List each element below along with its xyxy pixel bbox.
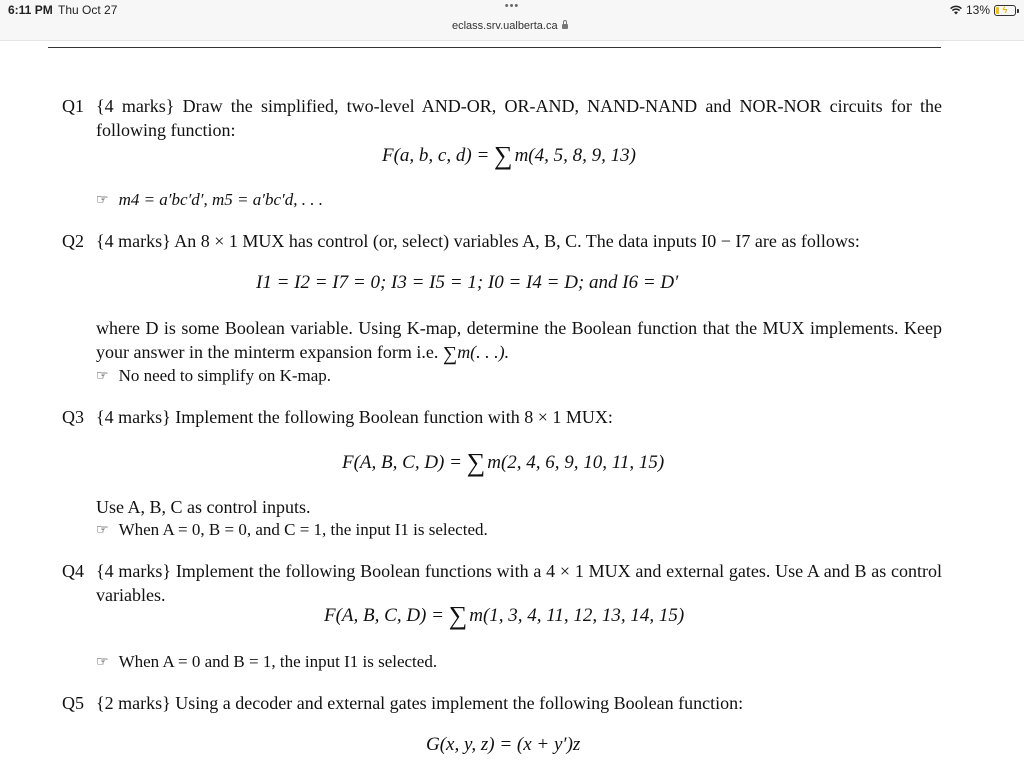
q3-equation: [342, 448, 665, 477]
pointing-hand-icon: ☞: [96, 368, 109, 384]
q3-hint-text: When A = 0, B = 0, and C = 1, the input I1 is selected.: [118, 520, 488, 539]
battery-percent: 13%: [965, 3, 990, 17]
q2-text: {4 marks} An 8 × 1 MUX has control (or, select) variables A, B, C. The data inputs I0 − I7 are as follows:: [96, 231, 860, 251]
q4-text: {4 marks} Implement the following Boolean functions with a 4 × 1 MUX and external gates. Use A and B as control variables.: [96, 561, 942, 605]
charging-bolt-icon: ϟ: [1002, 4, 1008, 15]
q3-note: Use A, B, C as control inputs.: [96, 497, 311, 517]
q1-eq-rhs: m(4, 5, 8, 9, 13): [514, 145, 636, 166]
q4-eq-sum: ∑: [448, 601, 468, 630]
q3-eq-rhs: m(2, 4, 6, 9, 10, 11, 15): [487, 452, 665, 473]
q2-eq-text: I1 = I2 = I7 = 0; I3 = I5 = 1; I0 = I4 = D; and I6 = D′: [256, 272, 679, 293]
q2-hint-text: No need to simplify on K-map.: [118, 366, 332, 385]
q4-number: Q4: [62, 561, 84, 581]
q1-hint-text: m4 = a′bc′d′, m5 = a′bc′d, . . .: [118, 190, 323, 209]
q3-hint: [96, 520, 488, 540]
q1-eq-sum: ∑: [494, 141, 513, 170]
q3-text: {4 marks} Implement the following Boolean function with 8 × 1 MUX:: [96, 407, 613, 427]
q5-eq-text: G(x, y, z) = (x + y′)z: [426, 734, 581, 755]
wifi-icon: [950, 5, 962, 15]
q3-eq-sum: ∑: [466, 448, 486, 477]
q2-number: Q2: [62, 231, 84, 251]
q1-eq-lhs: F(a, b, c, d) =: [382, 145, 490, 166]
q3-eq-lhs: F(A, B, C, D) =: [342, 452, 462, 473]
q1-equation: [382, 141, 636, 170]
status-right: [950, 3, 1016, 17]
q3-number: Q3: [62, 407, 84, 427]
url-text: eclass.srv.ualberta.ca: [452, 20, 558, 32]
pointing-hand-icon: ☞: [96, 522, 109, 538]
q1-text: {4 marks} Draw the simplified, two-level AND-OR, OR-AND, NAND-NAND and NOR-NOR circuits for the following function:: [96, 96, 942, 140]
q4-hint-text: When A = 0 and B = 1, the input I1 is selected.: [118, 652, 438, 671]
pointing-hand-icon: ☞: [96, 192, 109, 208]
heading-rule: [48, 47, 941, 48]
q2-equation: [256, 272, 678, 294]
q4-hint: [96, 652, 437, 672]
status-date: Thu Oct 27: [58, 3, 118, 17]
q5-equation: [426, 734, 580, 756]
battery-icon: [994, 5, 1016, 16]
q4-eq-rhs: m(1, 3, 4, 11, 12, 13, 14, 15): [469, 605, 685, 626]
q2-text2: [96, 316, 942, 364]
q5-text: {2 marks} Using a decoder and external gates implement the following Boolean function:: [96, 693, 744, 713]
q2-sum: ∑: [442, 343, 458, 365]
pointing-hand-icon: ☞: [96, 654, 109, 670]
status-bar: [0, 0, 1024, 41]
multitasking-dots[interactable]: •••: [504, 0, 520, 12]
q2-text2-tail: m(. . .).: [457, 342, 510, 362]
q2-hint: [96, 366, 331, 386]
address-bar[interactable]: [452, 20, 568, 32]
lock-icon: [562, 24, 568, 29]
battery-fill: [996, 7, 999, 14]
status-time: 6:11 PM: [8, 3, 53, 17]
q4-eq-lhs: F(A, B, C, D) =: [324, 605, 444, 626]
q4-equation: [324, 601, 685, 630]
q2-text2-body: where D is some Boolean variable. Using K-map, determine the Boolean function that the MUX implements. Keep your answer in the minterm expansion form i.e.: [96, 318, 942, 362]
q1-hint: [96, 190, 323, 210]
q5-number: Q5: [62, 693, 84, 713]
q1-number: Q1: [62, 96, 84, 116]
